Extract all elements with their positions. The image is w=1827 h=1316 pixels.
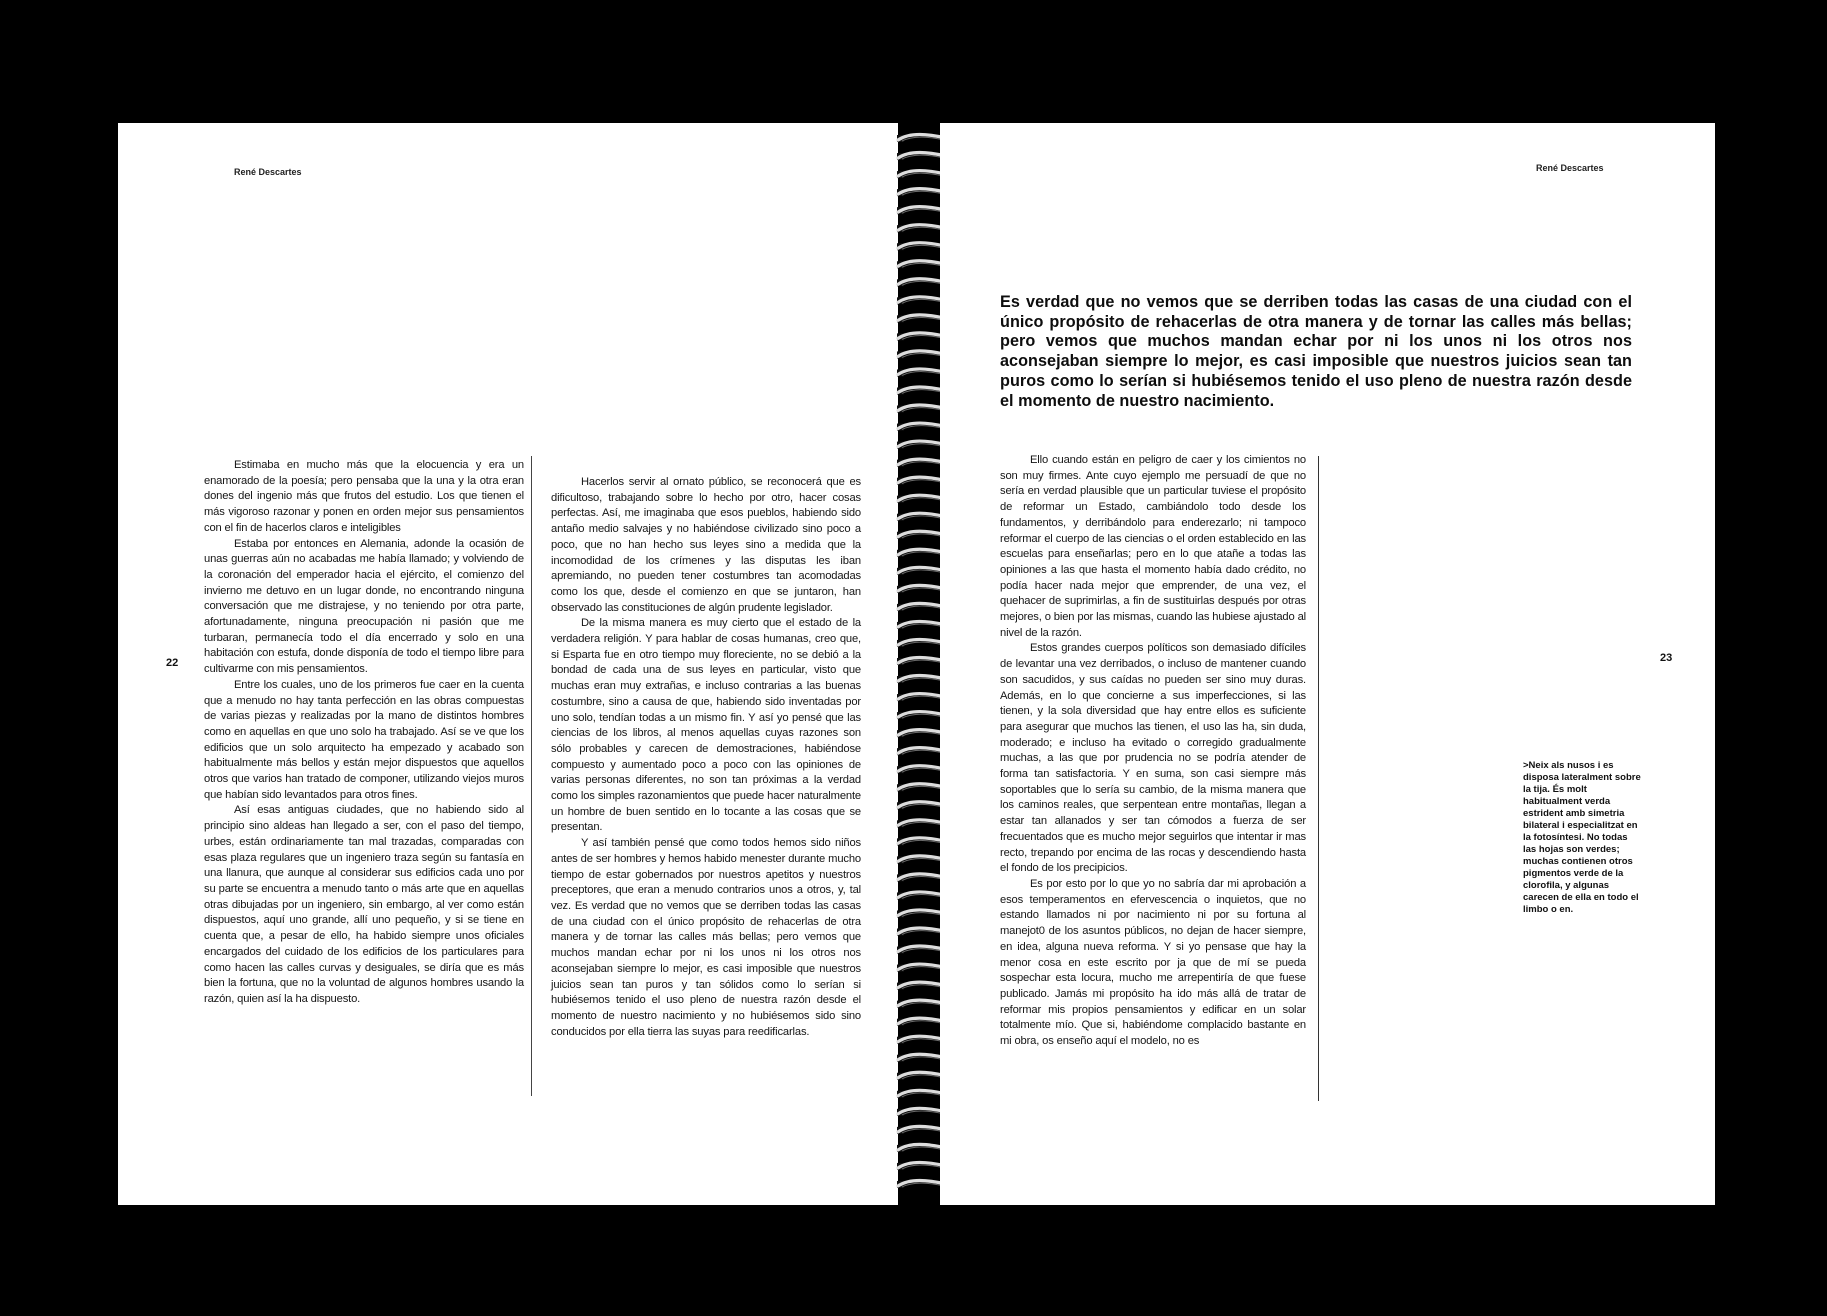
- running-head: René Descartes: [234, 167, 302, 177]
- binding-coil: [897, 1126, 946, 1134]
- binding-coil: [897, 856, 946, 864]
- paragraph: Entre los cuales, uno de los primeros fue caer en la cuenta que a menudo no hay tanta perfección en las obras compuestas de varias piezas y realizadas por la mano de distintos hombres como en aquellas en que uno solo ha trabajado. Así se ve que los edificios que un solo arquitecto ha empezado y acabado son habitualmente más bellos y están mejor dispuestos que aquellos otros que varios han tratado de componer, utilizando viejos muros que habían sido levantados para otros fines.: [204, 678, 524, 801]
- crop-mark: [940, 123, 941, 141]
- binding-coil: [897, 153, 946, 161]
- binding-coil: [897, 712, 946, 720]
- binding-coil: [897, 549, 946, 557]
- binding-coil: [897, 910, 946, 918]
- binding-coil: [897, 657, 946, 665]
- binding-coil: [897, 784, 946, 792]
- body-column: [1000, 453, 1306, 1050]
- binding-coil: [897, 513, 946, 521]
- binding-coil: [897, 676, 946, 684]
- binding-coil: [897, 423, 946, 431]
- binding-coil: [897, 1000, 946, 1008]
- binding-coil: [897, 1036, 946, 1044]
- binding-coil: [897, 694, 946, 702]
- binding-coil: [897, 441, 946, 449]
- paragraph: Estimaba en mucho más que la elocuencia y era un enamorado de la poesía; pero pensaba que la una y la otra eran dones del ingenio más que frutos del estudio. Los que tienen el más vigoroso razonar y ponen en orden mejor sus pensamientos con el fin de hacerlos claros e inteligibles: [204, 459, 524, 534]
- binding-coil: [897, 766, 946, 774]
- binding-coil: [897, 639, 946, 647]
- paragraph: De la misma manera es muy cierto que el estado de la verdadera religión. Y para hablar de cosas humanas, creo que, si Esparta fue en otro tiempo muy floreciente, no se debió a la bondad de cada una de sus leyes en particular, visto que muchas eran muy extrañas, e incluso contrarias a las buenas costumbre, sino a causa de que, habiendo sido inventadas por uno solo, tendían todas a un mismo fin. Y así yo pensé que las ciencias de los libros, al menos aquellas cuyas razones son sólo probables y carecen de demostraciones, habiéndose compuesto y aumentado poco a poco con las opiniones de varias personas diferentes, no son tan próximas a la verdad como los simples razonamientos que puede hacer naturalmente un hombre de buen sentido en lo tocante a las cosas que se presentan.: [551, 617, 861, 834]
- side-note: >Neix als nusos i es disposa lateralment sobre la tija. És molt habitualment verda estrident amb simetria bilateral i especialitzat en la fotosíntesi. No todas las hojas son verdes; muchas contienen otros pigmentos verde de la clorofila, y algunas carecen de ella en todo el limbo o en.: [1523, 760, 1641, 915]
- binding-coil: [897, 730, 946, 738]
- binding-coil: [897, 279, 946, 287]
- binding-coil: [897, 820, 946, 828]
- binding-coil: [897, 1144, 946, 1152]
- paragraph: Estaba por entonces en Alemania, adonde la ocasión de unas guerras aún no acabadas me había llamado; y volviendo de la coronación del emperador hacia el ejército, el comienzo del invierno me detuvo en un lugar donde, no encontrando ninguna conversación que me distrajese, y no teniendo por otra parte, afortunadamente, ninguna preocupación ni pasión que me turbaran, permanecía todo el día encerrado y solo en una habitación con estufa, donde disponía de todo el tiempo libre para cultivarme con mis pensamientos.: [204, 537, 524, 676]
- binding-coil: [897, 477, 946, 485]
- binding-coil: [897, 135, 946, 143]
- binding-coil: [897, 207, 946, 215]
- binding-coil: [897, 567, 946, 575]
- paragraph: Así esas antiguas ciudades, que no habiendo sido al principio sino aldeas han llegado a ser, con el paso del tiempo, urbes, están ordinariamente tan mal trazadas, comparadas con esas plaza regulares que un ingeniero traza según su fantasía en una llanura, que aunque al considerar sus edificios cada uno por su parte se encuentra a menudo tanto o más arte que en aquellas otras dibujadas por un ingeniero, sin embargo, al ver como están dispuestos, aquí uno grande, allí uno pequeño, y si se tiene en cuenta que, a pesar de ello, ha habido siempre unos oficiales encargados del cuidado de los edificios de los particulares para como hacen las calles curvas y desiguales, se diría que es más bien la fortuna, que no la voluntad de algunos hombres usando la razón, quien así la ha dispuesto.: [204, 804, 524, 1005]
- binding-coil: [897, 405, 946, 413]
- binding-coil: [897, 351, 946, 359]
- left-page: [118, 123, 898, 1205]
- page-number: 23: [1660, 652, 1673, 664]
- binding-coil: [897, 621, 946, 629]
- body-column-2: [551, 475, 861, 1040]
- pull-quote: Es verdad que no vemos que se derriben todas las casas de una ciudad con el único propósito de rehacerlas de otra manera y de tornar las calles más bellas; pero vemos que muchos mandan echar por ni los unos ni los otros nos aconsejaban siempre lo mejor, es casi imposible que nuestros juicios sean tan puros como lo serían si hubiésemos tenido el uso pleno de nuestra razón desde el momento de nuestro nacimiento.: [1000, 293, 1632, 410]
- binding-coil: [897, 946, 946, 954]
- binding-coil: [897, 243, 946, 251]
- paragraph: Estos grandes cuerpos políticos son demasiado difíciles de levantar una vez derribados, o incluso de mantener cuando son sacudidos, y sus caídas no pueden ser sino muy duras. Además, en lo que concierne a sus imperfecciones, si las tienen, y la sola diversidad que hay entre ellos es suficiente para asegurar que muchos las tienen, el uso las ha, sin duda, moderado; e incluso ha evitado o corregido gradualmente muchas, a las que por prudencia no se podría atender de forma tan satisfactoria. Y en suma, son casi siempre más soportables que lo sería su cambio, de la misma manera que los caminos reales, que serpentean entre montañas, llegan a estar tan allanados y ser tan cómodos a fuerza de ser frecuentados que es mucho mejor seguirlos que intentar ir mas recto, trepando por encima de las rocas y descendiendo hasta el fondo de los precipicios.: [1000, 642, 1306, 875]
- binding-coil: [897, 1180, 946, 1188]
- binding-coil: [897, 387, 946, 395]
- binding-coil: [897, 982, 946, 990]
- paragraph: Y así también pensé que como todos hemos sido niños antes de ser hombres y hemos habido menester durante mucho tiempo de estar gobernados por nuestros apetitos y nuestros preceptores, que eran a menudo contrarios unos a otros, y, tal vez. Es verdad que no vemos que se derriben todas las casas de una ciudad con el único propósito de rehacerlas de otra manera y de tornar las calles más bellas; pero vemos que muchos mandan echar por ni los unos ni los otros nos aconsejaban siempre lo mejor, es casi imposible que nuestros juicios sean tan puros y tan sólidos como lo serían si hubiésemos tenido el uso pleno de nuestra razón desde el momento de nuestro nacimiento y no hubiésemos sido sino conducidos por ella tierra las suyas para reedificarlas.: [551, 837, 861, 1038]
- binding-coil: [897, 261, 946, 269]
- binding-coil: [897, 495, 946, 503]
- crop-mark: [118, 142, 136, 143]
- binding-coil: [897, 1072, 946, 1080]
- column-rule: [1318, 456, 1319, 1101]
- paragraph: Hacerlos servir al ornato público, se reconocerá que es dificultoso, trabajando sobre lo hecho por otro, hacer cosas perfectas. Así, me imaginaba que esos pueblos, habiendo sido antaño medio salvajes y no habiéndose civilizado sino poco a poco, que no han hecho sus leyes sino a medida que la incomodidad de los crímenes y las disputas les iban apremiando, no pueden tener costumbres tan acomodadas como los que, desde el comienzo en que se juntaron, han observado las constituciones de algún prudente legislador.: [551, 476, 861, 614]
- binding-coil: [897, 333, 946, 341]
- crop-mark: [118, 143, 119, 161]
- crop-mark: [940, 143, 941, 161]
- binding-coil: [897, 315, 946, 323]
- binding-coil: [897, 1108, 946, 1116]
- binding-coil: [897, 171, 946, 179]
- column-rule: [531, 456, 532, 1096]
- binding-coil: [897, 297, 946, 305]
- binding-coil: [897, 874, 946, 882]
- binding-coil: [897, 964, 946, 972]
- binding-coil: [897, 1054, 946, 1062]
- binding-coil: [897, 928, 946, 936]
- paragraph: Ello cuando están en peligro de caer y los cimientos no son muy firmes. Ante cuyo ejemplo me persuadí de que no sería en verdad plausible que un particular tuviese el propósito de reformar un Estado, cambiándolo todo desde los fundamentos, y derribándolo para enderezarlo; ni tampoco reformar el cuerpo de las ciencias o el orden establecido en las escuelas para enseñarlas; pero en lo que atañe a todas las opiniones a las que hasta el momento había dado crédito, no podía hacer nada mejor que emprender, de una vez, el quehacer de suprimirlas, a fin de sustituirlas después por otras mejores, o bien por las mismas, cuando las hubiese ajustado al nivel de la razón.: [1000, 454, 1306, 639]
- binding-coil: [897, 225, 946, 233]
- binding-coil: [897, 1162, 946, 1170]
- binding-coil: [897, 369, 946, 377]
- body-column-1: [204, 458, 524, 1008]
- binding-coil: [897, 838, 946, 846]
- binding-coil: [897, 603, 946, 611]
- binding-coil: [897, 1018, 946, 1026]
- running-head: René Descartes: [1536, 163, 1604, 173]
- binding-coil: [897, 189, 946, 197]
- binding-coil: [897, 892, 946, 900]
- binding-coil: [897, 585, 946, 593]
- paragraph: Es por esto por lo que yo no sabría dar mi aprobación a esos temperamentos en efervescencia o inquietos, que no estando llamados ni por nacimiento ni por su fortuna al manejot0 de los asuntos públicos, no dejan de hacer siempre, en idea, alguna nueva reforma. Y si yo pensase que hay la menor cosa en este escrito por ja que de mí se pueda sospechar esta locura, mucho me arrepentiría de que fuese publicado. Jamás mi propósito ha ido más allá de tratar de reformar mis propios pensamientos y edificar en un solar totalmente mío. Que si, habiéndome complacido bastante en mi obra, os enseño aquí el modelo, no es: [1000, 877, 1306, 1048]
- binding-coil: [897, 531, 946, 539]
- right-page: [940, 123, 1715, 1205]
- page-number: 22: [166, 657, 179, 669]
- binding-coil: [897, 802, 946, 810]
- crop-mark: [940, 142, 958, 143]
- binding-coil: [897, 748, 946, 756]
- binding-coil: [897, 1090, 946, 1098]
- binding-coil: [897, 459, 946, 467]
- crop-mark: [118, 123, 119, 141]
